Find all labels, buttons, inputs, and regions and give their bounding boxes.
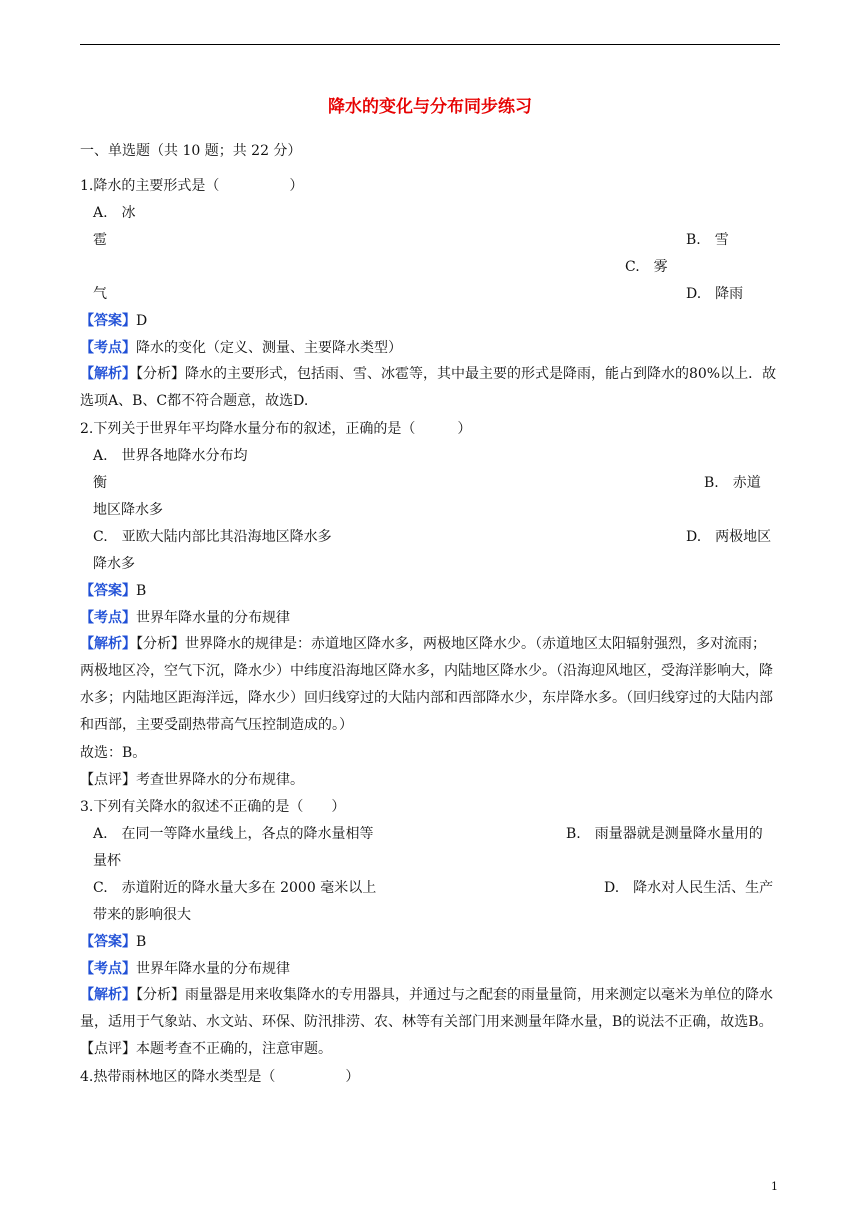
q3-option-d: D. 降水对人民生活、生产 [604, 880, 774, 896]
q3-option-a: A. 在同一等降水量线上，各点的降水量相等 [93, 826, 374, 842]
q2-point-text: 世界年降水量的分布规律 [136, 610, 290, 626]
q2-option-a: A. 世界各地降水分布均 [93, 448, 248, 464]
q3-option-d-cont: 带来的影响很大 [93, 907, 191, 923]
q3-stem: 3.下列有关降水的叙述不正确的是（ ） [80, 799, 346, 815]
q3-option-c: C. 赤道附近的降水量大多在 2000 毫米以上 [93, 880, 377, 896]
q2-option-b-cont: 地区降水多 [93, 502, 163, 518]
q1-point-text: 降水的变化（定义、测量、主要降水类型） [136, 340, 402, 356]
q1-option-a: A. 冰 [93, 205, 136, 221]
answer-tag: 【答案】 [80, 583, 136, 599]
analysis-tag: 【解析】 [80, 366, 136, 382]
q2-option-b: B. 赤道 [704, 475, 761, 491]
point-tag: 【考点】 [80, 610, 136, 626]
q2-option-a-cont: 衡 [93, 475, 107, 491]
q1-option-c: C. 雾 [625, 259, 668, 275]
comment-tag: 【点评】 [80, 772, 136, 788]
q1-answer-value: D [136, 313, 148, 329]
q3-analysis [80, 982, 778, 1063]
q1-analysis-text: 【分析】降水的主要形式，包括雨、雪、冰雹等，其中最主要的形式是降雨，能占到降水的80%以上．故选项A、B、C都不符合题意，故选D. [80, 366, 777, 409]
q2-analysis-text: 【分析】世界降水的规律是：赤道地区降水多，两极地区降水少。（赤道地区太阳辐射强烈，多对流雨；两极地区冷，空气下沉，降水少）中纬度沿海地区降水多，内陆地区降水少。（沿海迎风地区，受海洋影响大，降水多；内陆地区距海洋远，降水少）回归线穿过的大陆内部和西部降水少，东岸降水多。（回归线穿过的大陆内部和西部，主要受副热带高气压控制造成的。） [80, 636, 773, 733]
q1-analysis [80, 361, 778, 415]
q4-stem: 4.热带雨林地区的降水类型是（ ） [80, 1069, 360, 1085]
q3-answer-value: B [136, 934, 147, 950]
q2-comment [80, 770, 304, 790]
header-rule [80, 44, 780, 45]
analysis-tag: 【解析】 [80, 987, 136, 1003]
point-tag: 【考点】 [80, 340, 136, 356]
q1-answer [80, 311, 147, 331]
q1-option-b: B. 雪 [686, 232, 729, 248]
page-title: 降水的变化与分布同步练习 [328, 97, 532, 117]
point-tag: 【考点】 [80, 961, 136, 977]
q1-option-a-cont: 雹 [93, 232, 107, 248]
q2-point [80, 608, 290, 628]
q3-answer [80, 932, 146, 952]
q3-point-text: 世界年降水量的分布规律 [136, 961, 290, 977]
q1-point [80, 338, 402, 358]
answer-tag: 【答案】 [80, 313, 136, 329]
q2-option-d-cont: 降水多 [93, 556, 135, 572]
q2-answer-value: B [136, 583, 147, 599]
section-heading: 一、单选题（共 10 题；共 22 分） [80, 143, 302, 159]
q2-stem: 2.下列关于世界年平均降水量分布的叙述，正确的是（ ） [80, 421, 472, 437]
q3-option-b: B. 雨量器就是测量降水量用的 [566, 826, 763, 842]
q2-option-c: C. 亚欧大陆内部比其沿海地区降水多 [93, 529, 332, 545]
page-number: 1 [771, 1180, 778, 1193]
analysis-tag: 【解析】 [80, 636, 136, 652]
q3-analysis-text: 【分析】雨量器是用来收集降水的专用器具，并通过与之配套的雨量量筒，用来测定以毫米为单位的降水量，适用于气象站、水文站、环保、防汛排涝、农、林等有关部门用来测量年降水量，B的说法不正确，故选B。【点评】本题考查不正确的，注意审题。 [80, 987, 773, 1057]
q1-option-d: D. 降雨 [686, 286, 744, 302]
q1-option-c-cont: 气 [93, 286, 107, 302]
answer-tag: 【答案】 [80, 934, 136, 950]
q2-comment-text: 考查世界降水的分布规律。 [136, 772, 304, 788]
q2-answer [80, 581, 146, 601]
q1-stem: 1.降水的主要形式是（ ） [80, 178, 304, 194]
q3-option-b-cont: 量杯 [93, 853, 121, 869]
q2-choice: 故选：B。 [80, 745, 147, 761]
q2-option-d: D. 两极地区 [686, 529, 772, 545]
q2-analysis [80, 631, 778, 739]
q3-point [80, 959, 290, 979]
